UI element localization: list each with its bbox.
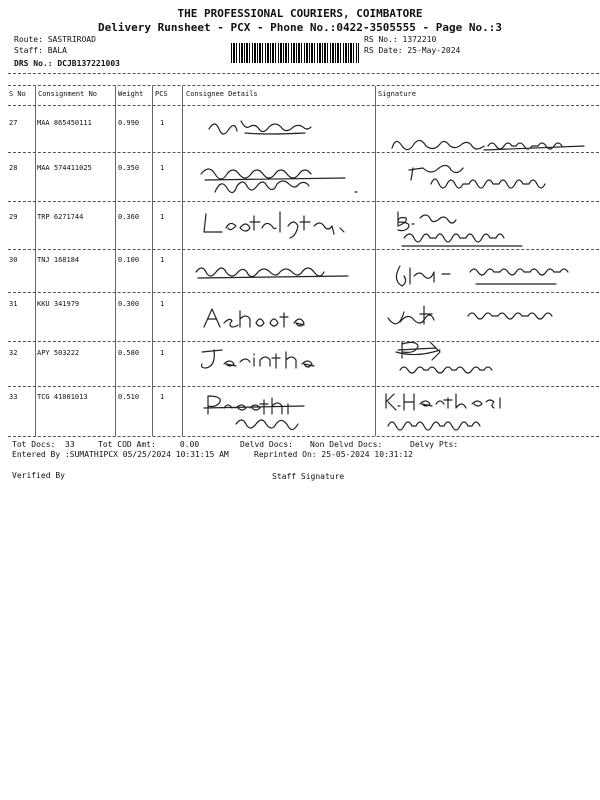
divider [8,85,599,86]
reprinted-on: Reprinted On: 25-05-2024 10:31:12 [254,450,413,459]
row-consignment: KKU 341979 [37,300,80,308]
row-consignment: TNJ 168184 [37,256,80,264]
row-sno: 30 [9,256,18,264]
handwritten-signature [396,338,566,378]
row-sno: 31 [9,300,18,308]
barcode-image [231,43,359,63]
rs-date-line [364,46,460,55]
staff-line [14,46,67,55]
column-divider [182,86,183,436]
tot-docs-label: Tot Docs: [12,440,56,449]
col-header-signature: Signature [378,90,416,98]
rs-date-value: 25-May-2024 [407,46,461,55]
row-consignment: TCG 41001013 [37,393,88,401]
delvy-pts: Delvy Pts: [410,440,459,449]
row-pcs: 1 [160,393,165,401]
row-pcs: 1 [160,256,165,264]
handwritten-consignee-name [200,303,320,333]
staff-value: BALA [47,46,67,55]
handwritten-consignee-name [190,258,360,284]
handwritten-signature [405,162,595,194]
row-pcs: 1 [160,164,165,172]
row-sno: 29 [9,213,18,221]
row-pcs: 1 [160,213,165,221]
col-header-pcs: PCS [155,90,168,98]
handwritten-consignee-name [195,160,365,200]
handwritten-consignee-name [200,206,360,242]
col-header-consignment: Consignment No [38,90,98,98]
route-label: Route: [14,35,43,44]
row-sno: 32 [9,349,18,357]
tot-docs-value: 33 [65,440,75,449]
row-weight: 0.350 [118,164,140,172]
col-header-sno: S No [9,90,26,98]
tot-cod [98,440,199,449]
row-pcs: 1 [160,349,165,357]
row-sno: 28 [9,164,18,172]
column-divider [152,86,153,436]
company-title: THE PROFESSIONAL COURIERS, COIMBATORE [177,7,423,20]
handwritten-consignee-name [200,392,340,436]
row-sno: 27 [9,119,18,127]
divider [8,152,599,153]
row-consignment: TRP 6271744 [37,213,84,221]
row-consignment: MAA 865450111 [37,119,92,127]
col-header-consignee: Consignee Details [186,90,258,98]
handwritten-signature [392,208,572,250]
rs-no-line [364,35,436,44]
column-divider [35,86,36,436]
row-weight: 0.990 [118,119,140,127]
row-weight: 0.510 [118,393,140,401]
drs-label: DRS No.: [14,59,53,68]
row-weight: 0.100 [118,256,140,264]
route-line [14,35,96,44]
column-divider [115,86,116,436]
route-value: SASTRIROAD [47,35,96,44]
handwritten-consignee-name [198,346,338,374]
staff-signature: Staff Signature [272,472,345,481]
row-weight: 0.360 [118,213,140,221]
tot-docs [12,440,75,449]
verified-by: Verified By [12,471,65,480]
tot-cod-label: Tot COD Amt: [98,440,156,449]
row-sno: 33 [9,393,18,401]
handwritten-signature [388,132,593,160]
row-weight: 0.300 [118,300,140,308]
row-pcs: 1 [160,300,165,308]
entered-by: Entered By :SUMATHIPCX 05/25/2024 10:31:15 AM [12,450,229,459]
row-weight: 0.580 [118,349,140,357]
divider [8,73,599,74]
delvd-docs: Delvd Docs: [240,440,293,449]
runsheet-title: Delivery Runsheet - PCX - Phone No.:0422-3505555 - Page No.:3 [98,21,502,34]
divider [8,436,599,437]
divider [8,249,599,250]
tot-cod-value: 0.00 [179,440,200,449]
non-delvd-docs: Non Delvd Docs: [310,440,383,449]
row-consignment: APY 503222 [37,349,80,357]
drs-value: DCJB137221003 [57,59,120,68]
handwritten-signature [384,302,589,338]
divider [8,105,599,106]
row-pcs: 1 [160,119,165,127]
divider [8,201,599,202]
column-divider [375,86,376,436]
rs-no-label: RS No.: [364,35,398,44]
drs-line [14,59,120,68]
staff-label: Staff: [14,46,43,55]
col-header-weight: Weight [118,90,144,98]
handwritten-consignee-name [205,115,335,139]
row-consignment: MAA 574411025 [37,164,92,172]
rs-date-label: RS Date: [364,46,403,55]
divider [8,292,599,293]
rs-no-value: 1372210 [402,35,437,44]
divider [8,386,599,387]
handwritten-signature [382,390,532,436]
